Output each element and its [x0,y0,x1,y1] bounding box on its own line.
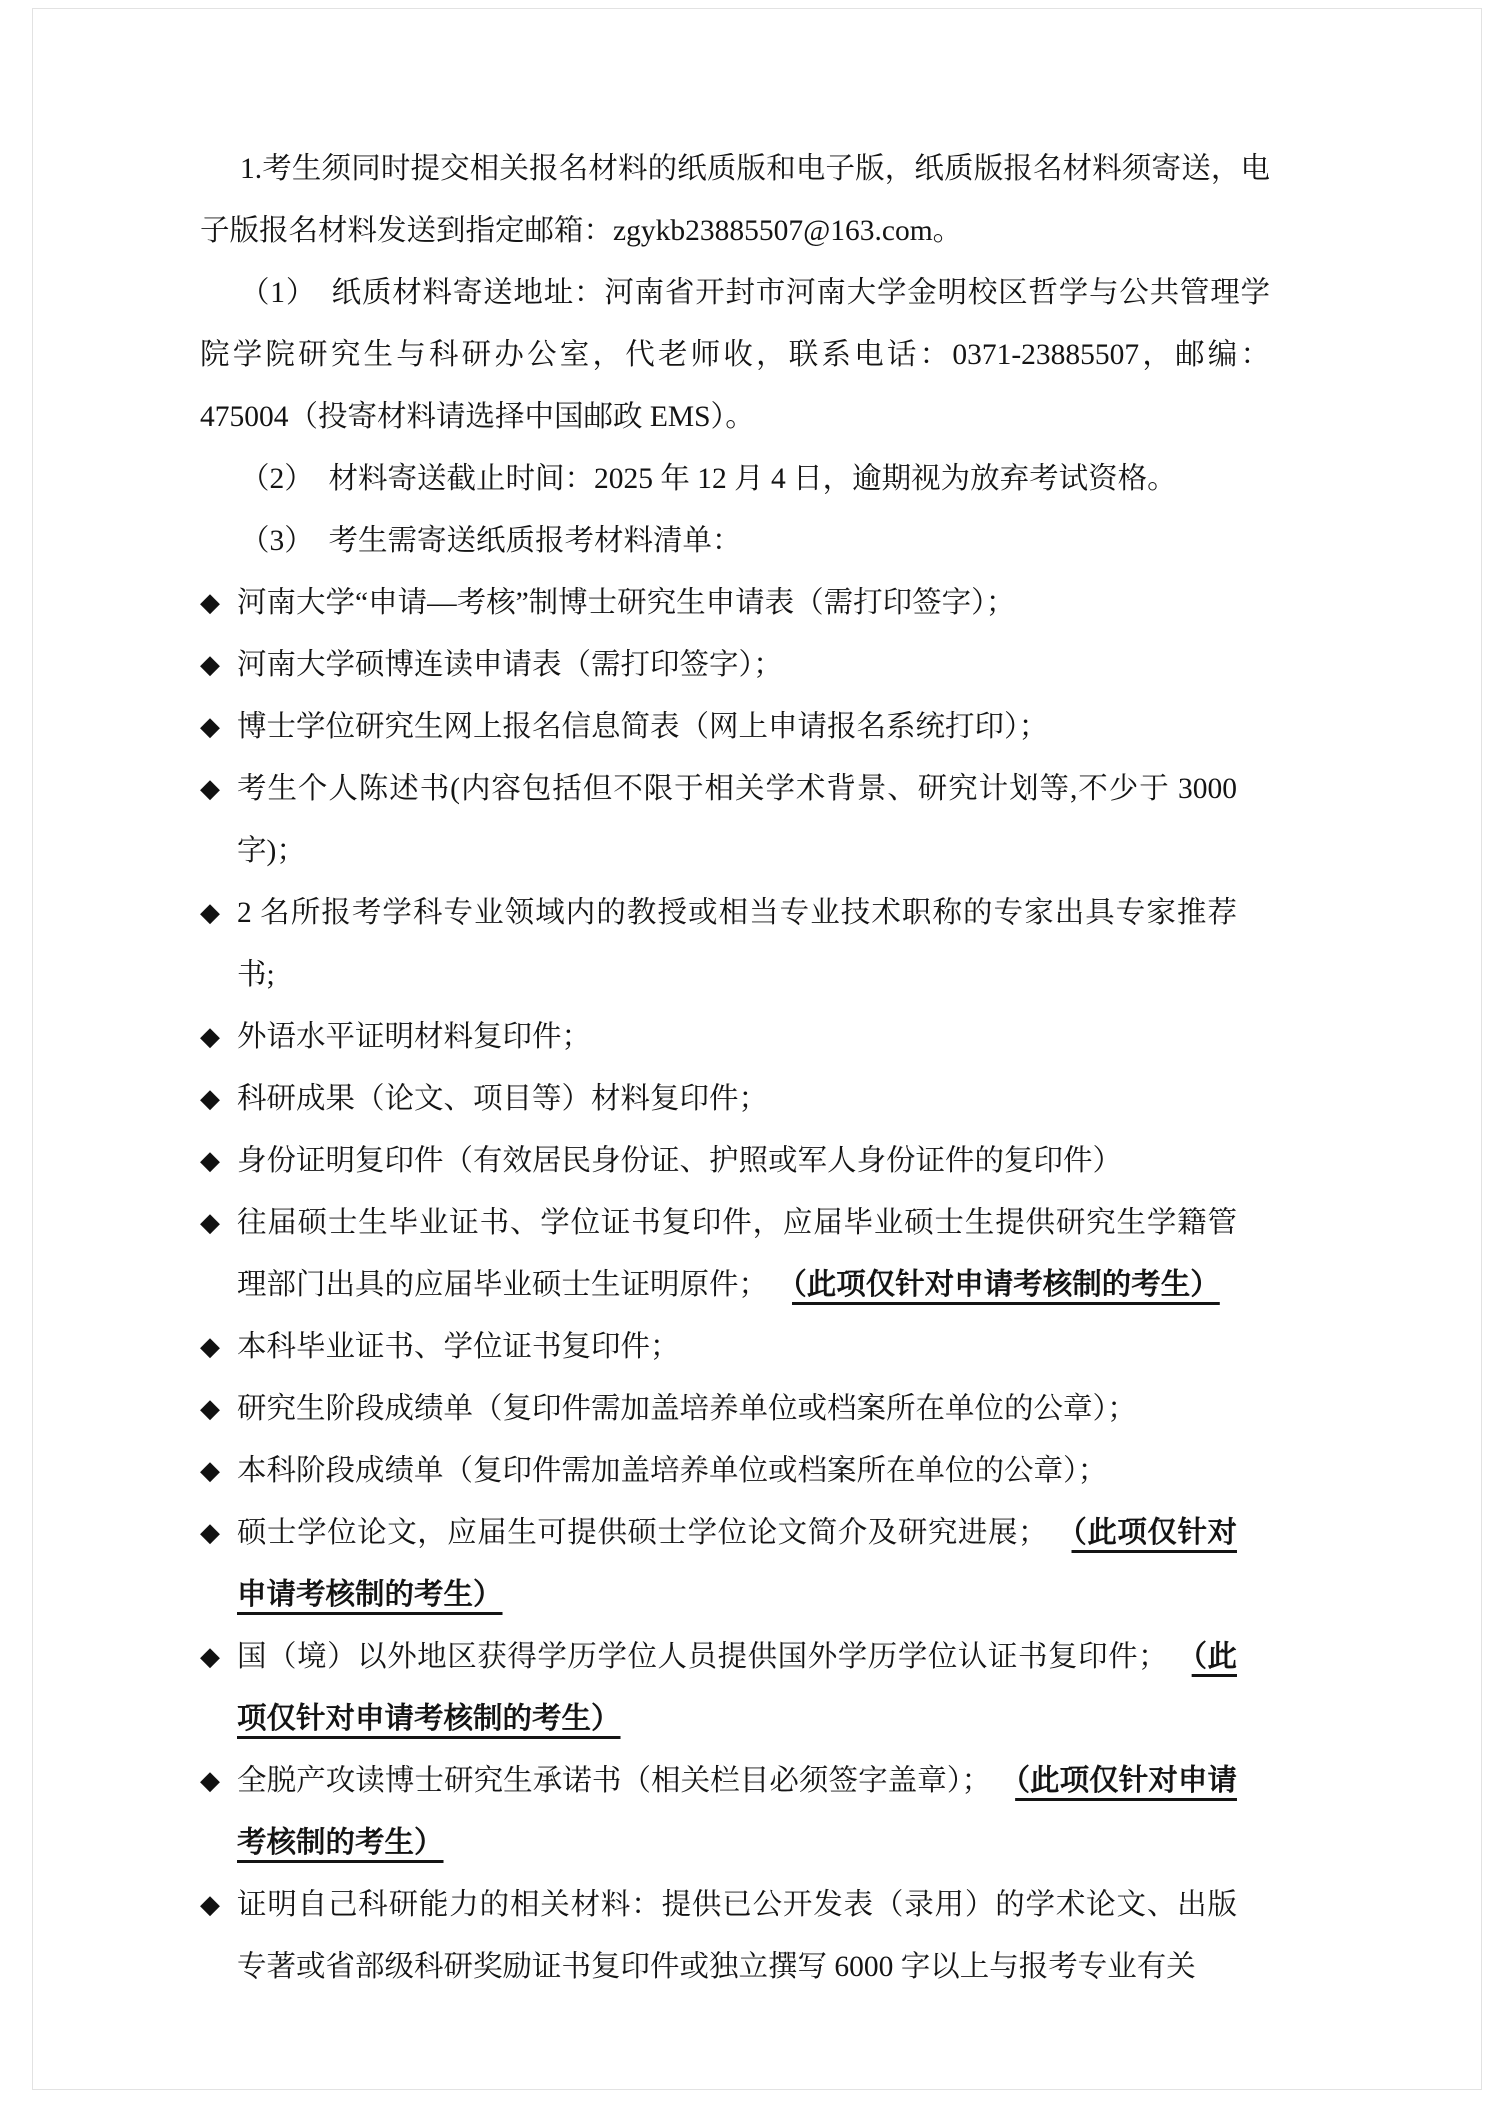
list-item-body [237,1440,1237,1502]
list-item-body [237,1750,1237,1874]
materials-checklist [200,572,1237,1998]
list-item-body [237,1502,1237,1626]
paragraph-deadline: （2） 材料寄送截止时间：2025 年 12 月 4 日，逾期视为放弃考试资格。 [240,463,1177,495]
list-item-text: 国（境）以外地区获得学历学位人员提供国外学历学位认证书复印件； [237,1641,1168,1673]
list-item-text: 河南大学“申请—考核”制博士研究生申请表（需打印签字）； [237,587,1016,619]
paragraph-block [200,138,1285,572]
bullet-diamond-icon: ◆ [200,1642,220,1671]
assessment-only-note: （此项仅针对申请考核制的考生） [237,1641,1237,1735]
list-item-text: 博士学位研究生网上报名信息简表（网上申请报名系统打印）； [237,711,1049,743]
list-item-body [237,1316,1237,1378]
list-item-text: 科研成果（论文、项目等）材料复印件； [237,1083,769,1115]
bullet-diamond-icon: ◆ [200,1890,220,1919]
list-item-text: 往届硕士生毕业证书、学位证书复印件，应届毕业硕士生提供研究生学籍管理部门出具的应届毕业硕士生证明原件； [237,1207,1237,1301]
list-item [200,696,1237,758]
list-item-body [237,1130,1237,1192]
bullet-diamond-icon: ◆ [200,774,220,803]
list-item [200,758,1237,882]
list-item-body [237,572,1237,634]
list-item-text: 本科毕业证书、学位证书复印件； [237,1331,680,1363]
list-item [200,1440,1237,1502]
list-item [200,1502,1237,1626]
list-item [200,1006,1237,1068]
bullet-diamond-icon: ◆ [200,650,220,679]
list-item-body [237,1068,1237,1130]
list-item-text: 外语水平证明材料复印件； [237,1021,592,1053]
list-item-body [237,1378,1237,1440]
list-item [200,882,1237,1006]
list-item-body [237,1192,1237,1316]
list-item-body [237,696,1237,758]
list-item-text: 身份证明复印件（有效居民身份证、护照或军人身份证件的复印件） [237,1145,1123,1177]
bullet-diamond-icon: ◆ [200,898,220,927]
list-item-text: 2 名所报考学科专业领域内的教授或相当专业技术职称的专家出具专家推荐书; [237,897,1237,991]
list-item [200,634,1237,696]
list-item-text: 研究生阶段成绩单（复印件需加盖培养单位或档案所在单位的公章）； [237,1393,1137,1425]
assessment-only-note: （此项仅针对申请考核制的考生） [237,1765,1237,1859]
list-item-body [237,634,1237,696]
paragraph-mailing-address: （1） 纸质材料寄送地址：河南省开封市河南大学金明校区哲学与公共管理学院学院研究生与科研办公室，代老师收，联系电话：0371-23885507，邮编：475004（投寄材料请选择中国邮政 EMS）。 [200,277,1270,433]
list-item-body [237,882,1237,1006]
bullet-diamond-icon: ◆ [200,588,220,617]
bullet-diamond-icon: ◆ [200,1332,220,1361]
list-item-text: 本科阶段成绩单（复印件需加盖培养单位或档案所在单位的公章）； [237,1455,1108,1487]
list-item [200,1626,1237,1750]
bullet-diamond-icon: ◆ [200,1766,220,1795]
list-item-text: 硕士学位论文，应届生可提供硕士学位论文简介及研究进展； [237,1517,1048,1549]
list-item-body [237,1874,1237,1998]
bullet-diamond-icon: ◆ [200,1022,220,1051]
list-item [200,1316,1237,1378]
list-item-body [237,1626,1237,1750]
list-item [200,1874,1237,1998]
bullet-diamond-icon: ◆ [200,1146,220,1175]
assessment-only-note: （此项仅针对申请考核制的考生） [792,1269,1220,1301]
paragraph-checklist-heading: （3） 考生需寄送纸质报考材料清单： [240,525,742,557]
list-item-text: 考生个人陈述书(内容包括但不限于相关学术背景、研究计划等,不少于 3000 字)； [237,773,1237,867]
list-item-text: 全脱产攻读博士研究生承诺书（相关栏目必须签字盖章）； [237,1765,992,1797]
list-item [200,1750,1237,1874]
list-item-text: 河南大学硕博连读申请表（需打印签字）； [237,649,783,681]
bullet-diamond-icon: ◆ [200,1394,220,1423]
paragraph-submission-requirement: 1.考生须同时提交相关报名材料的纸质版和电子版，纸质版报名材料须寄送，电子版报名材料发送到指定邮箱：zgykb23885507@163.com。 [200,153,1270,247]
list-item [200,1192,1237,1316]
bullet-diamond-icon: ◆ [200,1518,220,1547]
assessment-only-note: （此项仅针对申请考核制的考生） [237,1517,1237,1611]
bullet-diamond-icon: ◆ [200,1084,220,1113]
list-item [200,1068,1237,1130]
list-item [200,1378,1237,1440]
list-item-text: 证明自己科研能力的相关材料：提供已公开发表（录用）的学术论文、出版专著或省部级科研奖励证书复印件或独立撰写 6000 字以上与报考专业有关 [237,1889,1237,1983]
list-item [200,572,1237,634]
bullet-diamond-icon: ◆ [200,1456,220,1485]
bullet-diamond-icon: ◆ [200,712,220,741]
list-item-body [237,1006,1237,1068]
bullet-diamond-icon: ◆ [200,1208,220,1237]
list-item [200,1130,1237,1192]
document-content [200,138,1285,1998]
list-item-body [237,758,1237,882]
